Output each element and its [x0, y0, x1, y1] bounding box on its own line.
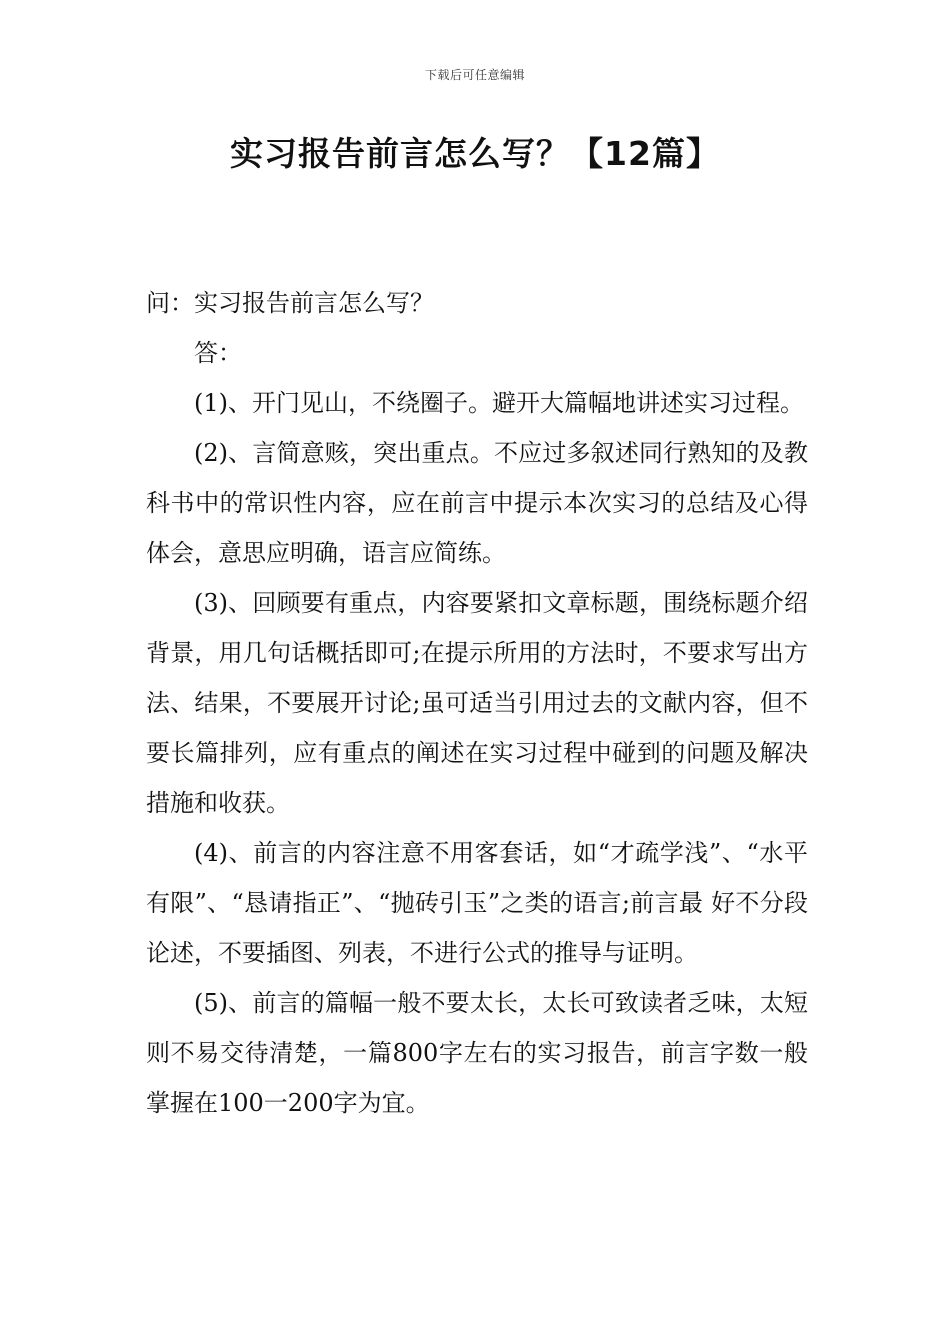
paragraph-2: (2)、言简意赅，突出重点。不应过多叙述同行熟知的及教科书中的常识性内容，应在前言中提示本次实习的总结及心得体会，意思应明确，语言应简练。	[146, 439, 808, 567]
answer-label: 答：	[194, 339, 242, 367]
document-body	[146, 278, 808, 1128]
paragraph-3: (3)、回顾要有重点，内容要紧扣文章标题，围绕标题介绍背景，用几句话概括即可;在提示所用的方法时，不要求写出方法、结果，不要展开讨论;虽可适当引用过去的文献内容，但不要长篇排列，应有重点的阐述在实习过程中碰到的问题及解决措施和收获。	[146, 589, 808, 817]
header-note: 下载后可任意编辑	[424, 68, 525, 82]
paragraph-5: (5)、前言的篇幅一般不要太长，太长可致读者乏味，太短则不易交待清楚，一篇800字左右的实习报告，前言字数一般掌握在100一200字为宜。	[146, 989, 808, 1117]
paragraph-4: (4)、前言的内容注意不用客套话，如“才疏学浅”、“水平有限”、“恳请指正”、“抛砖引玉”之类的语言;前言最 好不分段论述，不要插图、列表，不进行公式的推导与证明。	[146, 839, 808, 967]
document-title: 实习报告前言怎么写？【12篇】	[230, 134, 720, 173]
question-line: 问：实习报告前言怎么写？	[146, 289, 434, 317]
paragraph-1: (1)、开门见山，不绕圈子。避开大篇幅地讲述实习过程。	[194, 389, 804, 417]
